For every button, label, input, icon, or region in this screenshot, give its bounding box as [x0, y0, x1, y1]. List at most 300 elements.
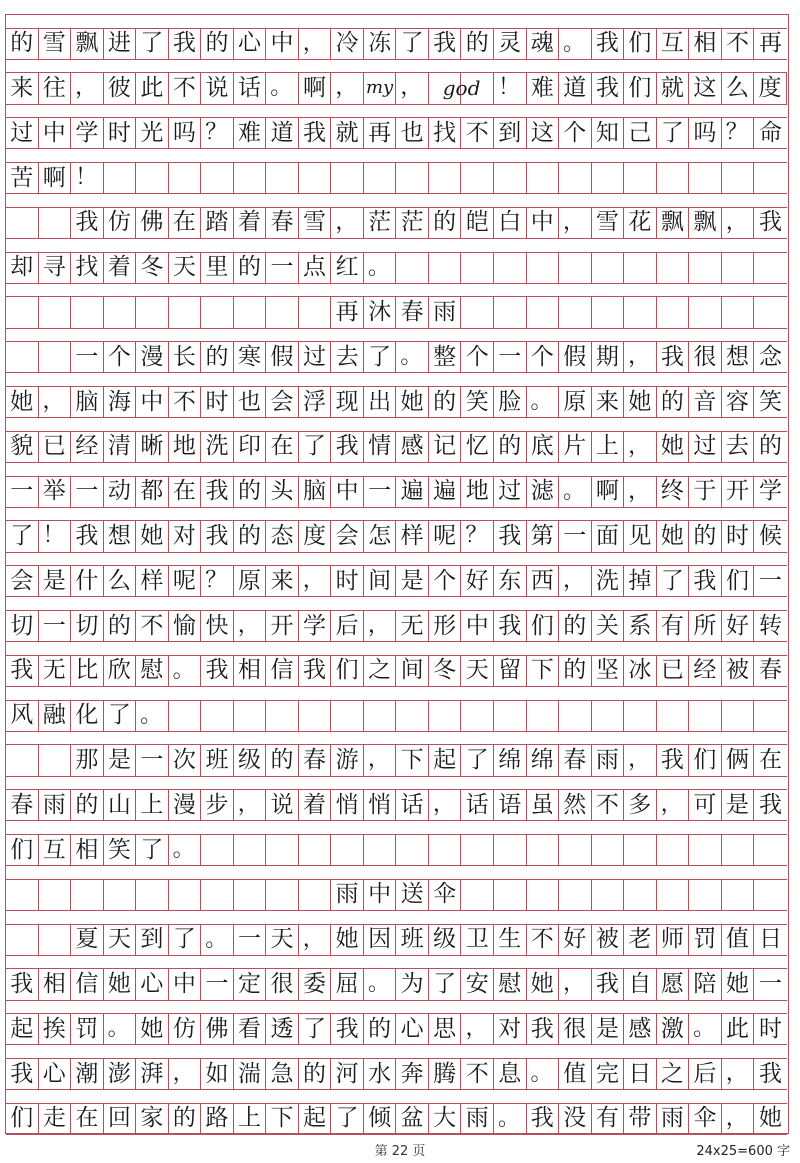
grid-cell: 春	[396, 297, 429, 327]
grid-cell: 很	[689, 342, 722, 372]
grid-cell: 终	[657, 477, 690, 507]
grid-cell-empty	[234, 880, 267, 910]
grid-row	[6, 866, 787, 911]
grid-cell-empty	[722, 253, 755, 283]
grid-cell: 举	[39, 477, 72, 507]
grid-cell: 系	[624, 611, 657, 641]
grid-cell: 游	[331, 745, 364, 775]
grid-cell: 度	[299, 521, 332, 551]
grid-cell: 的	[201, 29, 234, 59]
grid-cell: 我	[71, 208, 104, 238]
grid-cell: 难	[234, 118, 267, 148]
grid-cell: 面	[592, 521, 625, 551]
grid-cell: 我	[6, 656, 39, 686]
manuscript-grid-sheet	[5, 14, 789, 1134]
grid-cell: 不	[461, 1059, 494, 1089]
grid-cell: 再	[331, 297, 364, 327]
grid-cell: 雪	[592, 208, 625, 238]
grid-cell: 一	[39, 611, 72, 641]
grid-cell: 。	[169, 835, 202, 865]
grid-cell-empty	[461, 701, 494, 731]
grid-cell-empty	[461, 163, 494, 193]
grid-cell-empty	[39, 342, 72, 372]
grid-cell: 踏	[201, 208, 234, 238]
grid-cell: 的	[104, 611, 137, 641]
grid-cell: 完	[592, 1059, 625, 1089]
grid-cell: 一	[6, 477, 39, 507]
grid-cell-empty	[494, 163, 527, 193]
grid-row-cells	[6, 834, 787, 866]
grid-cell: 笑	[758, 388, 782, 415]
grid-cell: 激	[657, 1014, 690, 1044]
grid-cell: 会	[6, 566, 39, 596]
grid-cell-empty	[754, 835, 787, 865]
grid-cell: 脑	[71, 387, 104, 417]
grid-cell-empty	[689, 163, 722, 193]
grid-cell: 已	[39, 432, 72, 462]
grid-cell: ！	[71, 163, 104, 193]
grid-cell-empty	[234, 163, 267, 193]
grid-row	[6, 956, 787, 1001]
grid-cell: 上	[234, 1104, 267, 1134]
grid-cell-empty	[592, 297, 625, 327]
grid-cell: 。	[396, 342, 429, 372]
grid-cell: 我	[494, 521, 527, 551]
grid-cell-empty	[266, 163, 299, 193]
grid-cell: 态	[266, 521, 299, 551]
grid-cell-empty	[201, 835, 234, 865]
grid-cell: 么	[104, 566, 137, 596]
grid-cell-empty	[722, 701, 755, 731]
grid-cell: 冬	[429, 656, 462, 686]
grid-cell-empty	[559, 297, 592, 327]
grid-cell: 一	[266, 253, 299, 283]
grid-cell: 脸	[494, 387, 527, 417]
grid-cell: 在	[169, 477, 202, 507]
grid-cell: 间	[364, 566, 397, 596]
grid-cell: 却	[6, 253, 39, 283]
grid-cell-empty	[299, 701, 332, 731]
grid-cell: 河	[331, 1059, 364, 1089]
grid-cell: 的	[6, 29, 39, 59]
grid-cell: 我	[592, 969, 625, 999]
grid-cell: 之	[657, 1059, 690, 1089]
grid-cell: 我	[527, 1014, 560, 1044]
grid-cell: 了	[136, 29, 169, 59]
grid-cell: 潮	[71, 1059, 104, 1089]
grid-cell: 整	[429, 342, 462, 372]
grid-cell: 化	[71, 701, 104, 731]
grid-cell: ？	[201, 566, 234, 596]
grid-cell: 信	[71, 969, 104, 999]
grid-cell: 在	[266, 432, 299, 462]
grid-cell-empty	[39, 925, 72, 955]
grid-cell: 海	[104, 387, 137, 417]
grid-cell: 雨	[461, 1104, 494, 1134]
grid-cell: 们	[624, 73, 657, 103]
grid-cell-empty	[234, 297, 267, 327]
grid-cell: 我	[201, 521, 234, 551]
grid-cell: 中	[364, 880, 397, 910]
grid-cell: 记	[429, 432, 462, 462]
grid-cell: 话	[234, 73, 267, 103]
grid-cell: 往	[39, 73, 72, 103]
grid-cell-empty	[136, 163, 169, 193]
grid-cell-empty	[169, 880, 202, 910]
grid-cell: 湍	[234, 1059, 267, 1089]
grid-cell: 白	[494, 208, 527, 238]
grid-cell: 掉	[624, 566, 657, 596]
grid-cell: 上	[136, 790, 169, 820]
grid-cell: 悄	[364, 790, 397, 820]
grid-cell: 送	[396, 880, 429, 910]
grid-row-cells	[6, 476, 787, 508]
grid-cell: 中	[266, 29, 299, 59]
grid-cell: 。	[364, 253, 397, 283]
grid-cell: 一	[234, 925, 267, 955]
grid-cell-empty	[494, 253, 527, 283]
grid-cell: 开	[722, 477, 755, 507]
grid-cell: ，	[722, 208, 755, 238]
grid-cell: ，	[331, 73, 364, 103]
grid-cell: 个	[429, 566, 462, 596]
grid-cell: 茫	[396, 208, 429, 238]
grid-cell: 。	[559, 477, 592, 507]
grid-cell: 的	[559, 611, 592, 641]
grid-cell: 片	[559, 432, 592, 462]
grid-cell-empty	[6, 208, 39, 238]
grid-cell: 了	[6, 521, 39, 551]
grid-cell: 心	[396, 1014, 429, 1044]
grid-cell: 然	[559, 790, 592, 820]
grid-cell: 呢	[169, 566, 202, 596]
grid-cell: 也	[396, 118, 429, 148]
grid-cell: 次	[169, 745, 202, 775]
grid-cell-empty	[722, 880, 755, 910]
grid-cell-empty	[461, 73, 494, 103]
grid-cell: 家	[136, 1104, 169, 1134]
grid-cell: 第	[527, 521, 560, 551]
grid-cell: 音	[689, 387, 722, 417]
grid-cell-empty	[136, 297, 169, 327]
grid-cell-empty	[494, 297, 527, 327]
grid-cell: 定	[234, 969, 267, 999]
grid-cell: 话	[461, 790, 494, 820]
grid-cell: 个	[104, 342, 137, 372]
grid-cell: 相	[689, 29, 722, 59]
grid-cell: 愉	[169, 611, 202, 641]
grid-cell: 她	[331, 925, 364, 955]
grid-cell: 此	[136, 73, 169, 103]
grid-cell: 多	[624, 790, 657, 820]
grid-row-cells	[6, 252, 787, 284]
grid-cell: 我	[429, 29, 462, 59]
grid-cell: 学	[758, 478, 782, 505]
grid-row-cells	[6, 117, 787, 149]
grid-cell: 仿	[104, 208, 137, 238]
grid-cell: 盆	[396, 1104, 429, 1134]
grid-cell: 了	[396, 29, 429, 59]
grid-cell: 个	[527, 342, 560, 372]
grid-cell: 日	[624, 1059, 657, 1089]
grid-cell: 伞	[689, 1104, 722, 1134]
grid-cell: ，	[71, 73, 104, 103]
grid-cell: 雨	[657, 1104, 690, 1134]
grid-cell: 切	[71, 611, 104, 641]
grid-cell: 的	[494, 432, 527, 462]
grid-cell: 级	[234, 745, 267, 775]
grid-cell: 滤	[527, 477, 560, 507]
grid-row-cells	[6, 520, 787, 552]
grid-cell: 说	[266, 790, 299, 820]
grid-cell: 茫	[364, 208, 397, 238]
grid-cell: 为	[396, 969, 429, 999]
grid-cell-empty	[754, 253, 787, 283]
grid-cell: 是	[39, 566, 72, 596]
grid-cell-empty	[169, 701, 202, 731]
grid-cell: 中	[461, 611, 494, 641]
grid-cell-empty	[689, 253, 722, 283]
grid-row	[6, 777, 787, 822]
grid-cell: 绵	[527, 745, 560, 775]
grid-cell: 天	[266, 925, 299, 955]
grid-cell: 也	[234, 387, 267, 417]
grid-cell: 说	[201, 73, 234, 103]
grid-cell-empty	[6, 745, 39, 775]
grid-row-cells	[6, 386, 787, 418]
grid-cell: ，	[624, 432, 657, 462]
grid-cell-empty	[71, 297, 104, 327]
grid-cell: ，	[396, 73, 429, 103]
grid-cell: 动	[104, 477, 137, 507]
grid-cell: 湃	[136, 1059, 169, 1089]
grid-cell: 信	[266, 656, 299, 686]
grid-cell: 相	[234, 656, 267, 686]
grid-cell: 快	[201, 611, 234, 641]
grid-cell-empty	[396, 163, 429, 193]
grid-cell: 中	[169, 969, 202, 999]
grid-cell: 吗	[689, 118, 722, 148]
grid-cell: 去	[331, 342, 364, 372]
grid-cell: 晰	[136, 432, 169, 462]
grid-row-cells	[6, 924, 787, 956]
grid-cell: 到	[494, 118, 527, 148]
grid-cell-empty	[71, 880, 104, 910]
grid-cell: 不	[592, 790, 625, 820]
grid-cell: ，	[169, 1059, 202, 1089]
grid-cell: 遍	[396, 477, 429, 507]
grid-cell: 她	[6, 387, 39, 417]
grid-cell: 后	[331, 611, 364, 641]
grid-cell: 们	[722, 566, 755, 596]
grid-cell: ，	[624, 745, 657, 775]
grid-cell-empty	[234, 835, 267, 865]
grid-row-cells	[6, 431, 787, 463]
grid-cell: 时	[722, 521, 755, 551]
grid-cell: 貌	[6, 432, 39, 462]
grid-cell: 过	[299, 342, 332, 372]
grid-cell: 命	[758, 119, 782, 146]
grid-cell: 被	[722, 656, 755, 686]
grid-cell: 就	[331, 118, 364, 148]
grid-cell: 转	[758, 612, 782, 639]
grid-cell: ？	[201, 118, 234, 148]
grid-cell: 我	[494, 611, 527, 641]
grid-cell: 息	[494, 1059, 527, 1089]
grid-cell-empty	[657, 880, 690, 910]
grid-row	[6, 463, 787, 508]
grid-cell: 的	[689, 521, 722, 551]
grid-cell: 下	[527, 656, 560, 686]
grid-cell-empty	[299, 297, 332, 327]
grid-cell: 无	[39, 656, 72, 686]
grid-cell-empty	[396, 253, 429, 283]
grid-cell: 夏	[71, 925, 104, 955]
grid-row	[6, 1001, 787, 1046]
grid-cell: 雪	[39, 29, 72, 59]
grid-cell: my	[364, 73, 397, 103]
grid-cell: 很	[559, 1014, 592, 1044]
grid-cell: 找	[429, 118, 462, 148]
grid-cell: 遍	[429, 477, 462, 507]
grid-cell: 她	[104, 969, 137, 999]
grid-cell: 奔	[396, 1059, 429, 1089]
grid-cell: 老	[624, 925, 657, 955]
grid-cell: 吗	[169, 118, 202, 148]
grid-cell-empty	[461, 297, 494, 327]
grid-cell: 找	[71, 253, 104, 283]
grid-cell-empty	[201, 880, 234, 910]
grid-capacity-label: 24x25=600 字	[696, 1144, 790, 1159]
grid-cell: ？	[722, 118, 755, 148]
grid-cell: 中	[331, 477, 364, 507]
grid-row	[6, 15, 787, 60]
grid-cell-empty	[657, 835, 690, 865]
grid-cell: 点	[299, 253, 332, 283]
grid-cell: 透	[266, 1014, 299, 1044]
grid-cell: 比	[71, 656, 104, 686]
grid-cell: 冷	[331, 29, 364, 59]
grid-cell: 互	[39, 835, 72, 865]
grid-cell: ，	[559, 208, 592, 238]
grid-cell: 沐	[364, 297, 397, 327]
grid-cell: 脑	[299, 477, 332, 507]
grid-cell: 啊	[39, 163, 72, 193]
grid-cell: 地	[461, 477, 494, 507]
grid-cell-empty	[624, 253, 657, 283]
grid-cell: 光	[136, 118, 169, 148]
grid-cell: 容	[722, 387, 755, 417]
grid-cell: 的	[234, 253, 267, 283]
grid-cell: 我	[331, 432, 364, 462]
grid-cell: 了	[657, 118, 690, 148]
grid-cell-empty	[331, 163, 364, 193]
grid-cell: 语	[494, 790, 527, 820]
grid-cell: 的	[299, 1059, 332, 1089]
grid-cell: 回	[104, 1104, 137, 1134]
grid-cell: 着	[234, 208, 267, 238]
grid-cell: 起	[299, 1104, 332, 1134]
grid-cell: 怎	[364, 521, 397, 551]
grid-cell: 笑	[104, 835, 137, 865]
grid-cell: 慰	[136, 656, 169, 686]
grid-cell-empty	[266, 701, 299, 731]
grid-cell: 苦	[6, 163, 39, 193]
grid-cell: 留	[494, 656, 527, 686]
grid-cell-empty	[527, 297, 560, 327]
grid-cell: 知	[592, 118, 625, 148]
grid-cell: 过	[494, 477, 527, 507]
grid-cell-empty	[331, 835, 364, 865]
grid-cell-empty	[201, 297, 234, 327]
grid-cell: 们	[689, 745, 722, 775]
grid-cell: 们	[527, 611, 560, 641]
grid-row-cells	[6, 72, 787, 104]
grid-cell: 她	[136, 521, 169, 551]
grid-cell: 是	[722, 790, 755, 820]
grid-row-cells	[6, 968, 787, 1000]
grid-cell: 底	[527, 432, 560, 462]
grid-cell: 悄	[331, 790, 364, 820]
grid-cell: 现	[331, 387, 364, 417]
grid-cell-empty	[689, 701, 722, 731]
grid-cell: 间	[396, 656, 429, 686]
grid-cell: 罚	[71, 1014, 104, 1044]
grid-cell: 了	[429, 969, 462, 999]
grid-cell: 春	[266, 208, 299, 238]
grid-cell: ，	[429, 790, 462, 820]
grid-cell: 我	[201, 656, 234, 686]
grid-cell: 走	[39, 1104, 72, 1134]
grid-cell: 值	[722, 925, 755, 955]
grid-cell: 生	[494, 925, 527, 955]
grid-row-cells	[6, 565, 787, 597]
grid-cell-empty	[201, 701, 234, 731]
grid-cell: 再	[364, 118, 397, 148]
grid-cell: 好	[722, 611, 755, 641]
grid-cell: 陪	[689, 969, 722, 999]
grid-cell: 了	[364, 342, 397, 372]
grid-cell-empty	[169, 297, 202, 327]
grid-cell: 会	[331, 521, 364, 551]
grid-cell: 洗	[201, 432, 234, 462]
grid-cell: 水	[364, 1059, 397, 1089]
grid-cell: 心	[136, 969, 169, 999]
grid-cell-empty	[754, 297, 787, 327]
grid-cell-empty	[689, 880, 722, 910]
grid-cell: ，	[722, 1059, 755, 1089]
grid-cell: 。	[266, 73, 299, 103]
grid-cell: 就	[657, 73, 690, 103]
grid-cell: 飘	[71, 29, 104, 59]
grid-cell-empty	[754, 880, 787, 910]
grid-cell-empty	[364, 701, 397, 731]
grid-cell: 。	[559, 29, 592, 59]
grid-cell: 她	[527, 969, 560, 999]
grid-cell: 融	[39, 701, 72, 731]
grid-cell-empty	[624, 835, 657, 865]
grid-cell: 她	[722, 969, 755, 999]
grid-cell-empty	[527, 253, 560, 283]
grid-cell: 出	[364, 387, 397, 417]
grid-cell: 没	[559, 1104, 592, 1134]
grid-cell-empty	[429, 163, 462, 193]
grid-cell: 一	[758, 567, 782, 594]
grid-cell-empty	[559, 880, 592, 910]
grid-cell: 下	[266, 1104, 299, 1134]
grid-cell: ，	[299, 566, 332, 596]
grid-cell: 着	[299, 790, 332, 820]
